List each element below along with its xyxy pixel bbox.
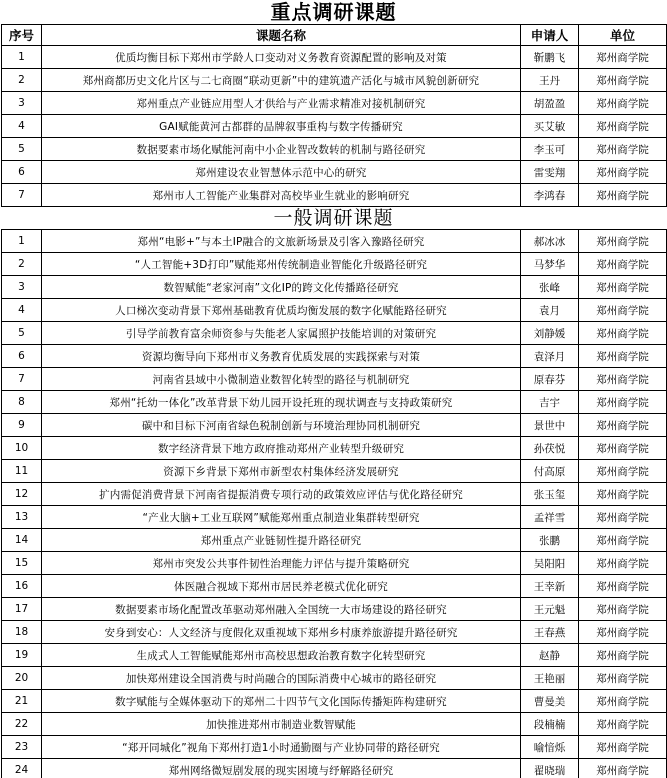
- table-row: [2, 621, 667, 644]
- cell-unit[interactable]: 郑州商学院: [579, 667, 667, 690]
- cell-no[interactable]: 1: [2, 46, 42, 69]
- cell-topic[interactable]: 郑州市突发公共事件韧性治理能力评估与提升策略研究: [42, 552, 521, 575]
- table-row: [2, 690, 667, 713]
- table-row: [2, 460, 667, 483]
- cell-no[interactable]: 9: [2, 414, 42, 437]
- cell-no[interactable]: 5: [2, 138, 42, 161]
- cell-topic[interactable]: 人口梯次变动背景下郑州基础教育优质均衡发展的数字化赋能路径研究: [42, 299, 521, 322]
- header-applicant[interactable]: 申请人: [521, 25, 579, 46]
- table-row: [2, 759, 667, 778]
- general-section-title: 一般调研课题: [273, 207, 394, 229]
- cell-applicant[interactable]: 李玉可: [521, 138, 579, 161]
- table-row: [2, 713, 667, 736]
- cell-topic[interactable]: 资源下乡背景下郑州市新型农村集体经济发展研究: [42, 460, 521, 483]
- cell-unit[interactable]: 郑州商学院: [579, 46, 667, 69]
- cell-applicant[interactable]: 张鹏: [521, 529, 579, 552]
- cell-unit[interactable]: 郑州商学院: [579, 184, 667, 207]
- cell-applicant[interactable]: 曹曼美: [521, 690, 579, 713]
- cell-topic[interactable]: 郑州建设农业智慧体示范中心的研究: [42, 161, 521, 184]
- cell-unit[interactable]: 郑州商学院: [579, 598, 667, 621]
- table-row: [2, 414, 667, 437]
- cell-topic[interactable]: 生成式人工智能赋能郑州市高校思想政治教育数字化转型研究: [42, 644, 521, 667]
- table-row: [2, 92, 667, 115]
- cell-topic[interactable]: 郑州市人工智能产业集群对高校毕业生就业的影响研究: [42, 184, 521, 207]
- table-row: [2, 46, 667, 69]
- cell-unit[interactable]: 郑州商学院: [579, 552, 667, 575]
- key-topics-table: [1, 24, 667, 207]
- cell-no[interactable]: 23: [2, 736, 42, 759]
- cell-topic[interactable]: 郑州重点产业链韧性提升路径研究: [42, 529, 521, 552]
- cell-topic[interactable]: “产业大脑+工业互联网”赋能郑州重点制造业集群转型研究: [42, 506, 521, 529]
- cell-no[interactable]: 16: [2, 575, 42, 598]
- cell-unit[interactable]: 郑州商学院: [579, 138, 667, 161]
- cell-no[interactable]: 4: [2, 299, 42, 322]
- cell-applicant[interactable]: 王春燕: [521, 621, 579, 644]
- cell-topic[interactable]: 数据要素市场化配置改革驱动郑州融入全国统一大市场建设的路径研究: [42, 598, 521, 621]
- table-row: [2, 506, 667, 529]
- cell-topic[interactable]: 郑州网络微短剧发展的现实困境与纾解路径研究: [42, 759, 521, 778]
- cell-no[interactable]: 10: [2, 437, 42, 460]
- cell-topic[interactable]: 郑州“托幼一体化”改革背景下幼儿园开设托班的现状调查与支持政策研究: [42, 391, 521, 414]
- cell-topic[interactable]: GAI赋能黄河古都群的品牌叙事重构与数字传播研究: [42, 115, 521, 138]
- cell-applicant[interactable]: 翟晓瑞: [521, 759, 579, 778]
- cell-applicant[interactable]: 张玉玺: [521, 483, 579, 506]
- table-row: [2, 299, 667, 322]
- cell-unit[interactable]: 郑州商学院: [579, 460, 667, 483]
- cell-unit[interactable]: 郑州商学院: [579, 483, 667, 506]
- table-row: [2, 322, 667, 345]
- cell-no[interactable]: 22: [2, 713, 42, 736]
- key-section-title: 重点调研课题: [270, 0, 397, 24]
- cell-unit[interactable]: 郑州商学院: [579, 161, 667, 184]
- cell-no[interactable]: 14: [2, 529, 42, 552]
- cell-topic[interactable]: 数字赋能与全媒体驱动下的郑州二十四节气文化国际传播矩阵构建研究: [42, 690, 521, 713]
- cell-unit[interactable]: 郑州商学院: [579, 92, 667, 115]
- cell-applicant[interactable]: 孟祥雪: [521, 506, 579, 529]
- table-row: [2, 575, 667, 598]
- cell-no[interactable]: 20: [2, 667, 42, 690]
- header-topic[interactable]: 课题名称: [42, 25, 521, 46]
- table-row: [2, 368, 667, 391]
- general-topics-table: [1, 229, 667, 778]
- cell-topic[interactable]: 加快郑州建设全国消费与时尚融合的国际消费中心城市的路径研究: [42, 667, 521, 690]
- cell-unit[interactable]: 郑州商学院: [579, 506, 667, 529]
- cell-topic[interactable]: “人工智能+3D打印”赋能郑州传统制造业智能化升级路径研究: [42, 253, 521, 276]
- cell-topic[interactable]: 引导学前教育富余师资参与失能老人家属照护技能培训的对策研究: [42, 322, 521, 345]
- cell-no[interactable]: 21: [2, 690, 42, 713]
- table-row: [2, 345, 667, 368]
- cell-unit[interactable]: 郑州商学院: [579, 391, 667, 414]
- table-row: [2, 161, 667, 184]
- cell-unit[interactable]: 郑州商学院: [579, 621, 667, 644]
- header-no[interactable]: 序号: [2, 25, 42, 46]
- cell-unit[interactable]: 郑州商学院: [579, 713, 667, 736]
- cell-no[interactable]: 11: [2, 460, 42, 483]
- cell-no[interactable]: 13: [2, 506, 42, 529]
- cell-no[interactable]: 5: [2, 322, 42, 345]
- cell-applicant[interactable]: 马梦华: [521, 253, 579, 276]
- cell-no[interactable]: 6: [2, 345, 42, 368]
- table-row: [2, 276, 667, 299]
- cell-no[interactable]: 2: [2, 69, 42, 92]
- cell-unit[interactable]: 郑州商学院: [579, 644, 667, 667]
- cell-unit[interactable]: 郑州商学院: [579, 322, 667, 345]
- cell-topic[interactable]: 安身到安心：人文经济与度假化双重视域下郑州乡村康养旅游提升路径研究: [42, 621, 521, 644]
- cell-unit[interactable]: 郑州商学院: [579, 276, 667, 299]
- cell-unit[interactable]: 郑州商学院: [579, 230, 667, 253]
- cell-no[interactable]: 3: [2, 276, 42, 299]
- table-row: [2, 138, 667, 161]
- cell-applicant[interactable]: 段楠楠: [521, 713, 579, 736]
- cell-applicant[interactable]: 买艾敏: [521, 115, 579, 138]
- cell-no[interactable]: 7: [2, 184, 42, 207]
- cell-topic[interactable]: 资源均衡导向下郑州市义务教育优质发展的实践探索与对策: [42, 345, 521, 368]
- cell-applicant[interactable]: 张峰: [521, 276, 579, 299]
- cell-applicant[interactable]: 赵静: [521, 644, 579, 667]
- table-row: [2, 69, 667, 92]
- cell-unit[interactable]: 郑州商学院: [579, 759, 667, 778]
- header-row: [2, 25, 667, 46]
- cell-applicant[interactable]: 景世中: [521, 414, 579, 437]
- table-row: [2, 736, 667, 759]
- cell-no[interactable]: 15: [2, 552, 42, 575]
- cell-applicant[interactable]: 吉宇: [521, 391, 579, 414]
- cell-no[interactable]: 3: [2, 92, 42, 115]
- cell-unit[interactable]: 郑州商学院: [579, 368, 667, 391]
- table-row: [2, 115, 667, 138]
- table-row: [2, 253, 667, 276]
- cell-applicant[interactable]: 吴阳阳: [521, 552, 579, 575]
- cell-applicant[interactable]: 袁泽月: [521, 345, 579, 368]
- cell-no[interactable]: 2: [2, 253, 42, 276]
- cell-applicant[interactable]: 刘静媛: [521, 322, 579, 345]
- cell-no[interactable]: 17: [2, 598, 42, 621]
- table-row: [2, 529, 667, 552]
- cell-no[interactable]: 8: [2, 391, 42, 414]
- cell-topic[interactable]: 河南省县域中小微制造业数智化转型的路径与机制研究: [42, 368, 521, 391]
- cell-applicant[interactable]: 雷雯翔: [521, 161, 579, 184]
- table-row: [2, 598, 667, 621]
- cell-no[interactable]: 19: [2, 644, 42, 667]
- cell-unit[interactable]: 郑州商学院: [579, 575, 667, 598]
- cell-topic[interactable]: 碳中和目标下河南省绿色税制创新与环境治理协同机制研究: [42, 414, 521, 437]
- cell-applicant[interactable]: 王丹: [521, 69, 579, 92]
- cell-topic[interactable]: 优质均衡目标下郑州市学龄人口变动对义务教育资源配置的影响及对策: [42, 46, 521, 69]
- cell-unit[interactable]: 郑州商学院: [579, 69, 667, 92]
- cell-topic[interactable]: “郑开同城化”视角下郑州打造1小时通勤圈与产业协同带的路径研究: [42, 736, 521, 759]
- table-row: [2, 391, 667, 414]
- cell-unit[interactable]: 郑州商学院: [579, 529, 667, 552]
- cell-applicant[interactable]: 袁月: [521, 299, 579, 322]
- cell-unit[interactable]: 郑州商学院: [579, 690, 667, 713]
- cell-unit[interactable]: 郑州商学院: [579, 414, 667, 437]
- cell-topic[interactable]: 扩内需促消费背景下河南省提振消费专项行动的政策效应评估与优化路径研究: [42, 483, 521, 506]
- cell-no[interactable]: 12: [2, 483, 42, 506]
- cell-topic[interactable]: 郑州重点产业链应用型人才供给与产业需求精准对接机制研究: [42, 92, 521, 115]
- cell-applicant[interactable]: 胡盈盈: [521, 92, 579, 115]
- cell-topic[interactable]: 加快推进郑州市制造业数智赋能: [42, 713, 521, 736]
- key-topics-body: [2, 46, 667, 207]
- cell-applicant[interactable]: 原春芬: [521, 368, 579, 391]
- cell-topic[interactable]: 数据要素市场化赋能河南中小企业智改数转的机制与路径研究: [42, 138, 521, 161]
- general-topics-body: [2, 230, 667, 778]
- cell-applicant[interactable]: 郝冰冰: [521, 230, 579, 253]
- cell-applicant[interactable]: 付高原: [521, 460, 579, 483]
- cell-applicant[interactable]: 靳鹏飞: [521, 46, 579, 69]
- cell-no[interactable]: 18: [2, 621, 42, 644]
- cell-topic[interactable]: 郑州商都历史文化片区与二七商圈“联动更新”中的建筑遗产活化与城市风貌创新研究: [42, 69, 521, 92]
- cell-topic[interactable]: 郑州“电影+”与本土IP融合的文旅新场景及引客入豫路径研究: [42, 230, 521, 253]
- cell-no[interactable]: 24: [2, 759, 42, 778]
- cell-unit[interactable]: 郑州商学院: [579, 253, 667, 276]
- cell-applicant[interactable]: 孙茯悦: [521, 437, 579, 460]
- cell-topic[interactable]: 数智赋能“老家河南”文化IP的跨文化传播路径研究: [42, 276, 521, 299]
- table-row: [2, 483, 667, 506]
- cell-unit[interactable]: 郑州商学院: [579, 345, 667, 368]
- cell-unit[interactable]: 郑州商学院: [579, 299, 667, 322]
- cell-topic[interactable]: 体医融合视域下郑州市居民养老模式优化研究: [42, 575, 521, 598]
- cell-no[interactable]: 7: [2, 368, 42, 391]
- cell-applicant[interactable]: 李鸿春: [521, 184, 579, 207]
- table-row: [2, 230, 667, 253]
- table-row: [2, 667, 667, 690]
- table-row: [2, 644, 667, 667]
- header-unit[interactable]: 单位: [579, 25, 667, 46]
- cell-no[interactable]: 6: [2, 161, 42, 184]
- cell-applicant[interactable]: 王元魁: [521, 598, 579, 621]
- cell-applicant[interactable]: 王幸新: [521, 575, 579, 598]
- cell-unit[interactable]: 郑州商学院: [579, 736, 667, 759]
- cell-no[interactable]: 4: [2, 115, 42, 138]
- table-row: [2, 552, 667, 575]
- cell-no[interactable]: 1: [2, 230, 42, 253]
- cell-applicant[interactable]: 喻愔烁: [521, 736, 579, 759]
- cell-applicant[interactable]: 王艳丽: [521, 667, 579, 690]
- table-row: [2, 437, 667, 460]
- cell-unit[interactable]: 郑州商学院: [579, 437, 667, 460]
- table-row: [2, 184, 667, 207]
- cell-topic[interactable]: 数字经济背景下地方政府推动郑州产业转型升级研究: [42, 437, 521, 460]
- cell-unit[interactable]: 郑州商学院: [579, 115, 667, 138]
